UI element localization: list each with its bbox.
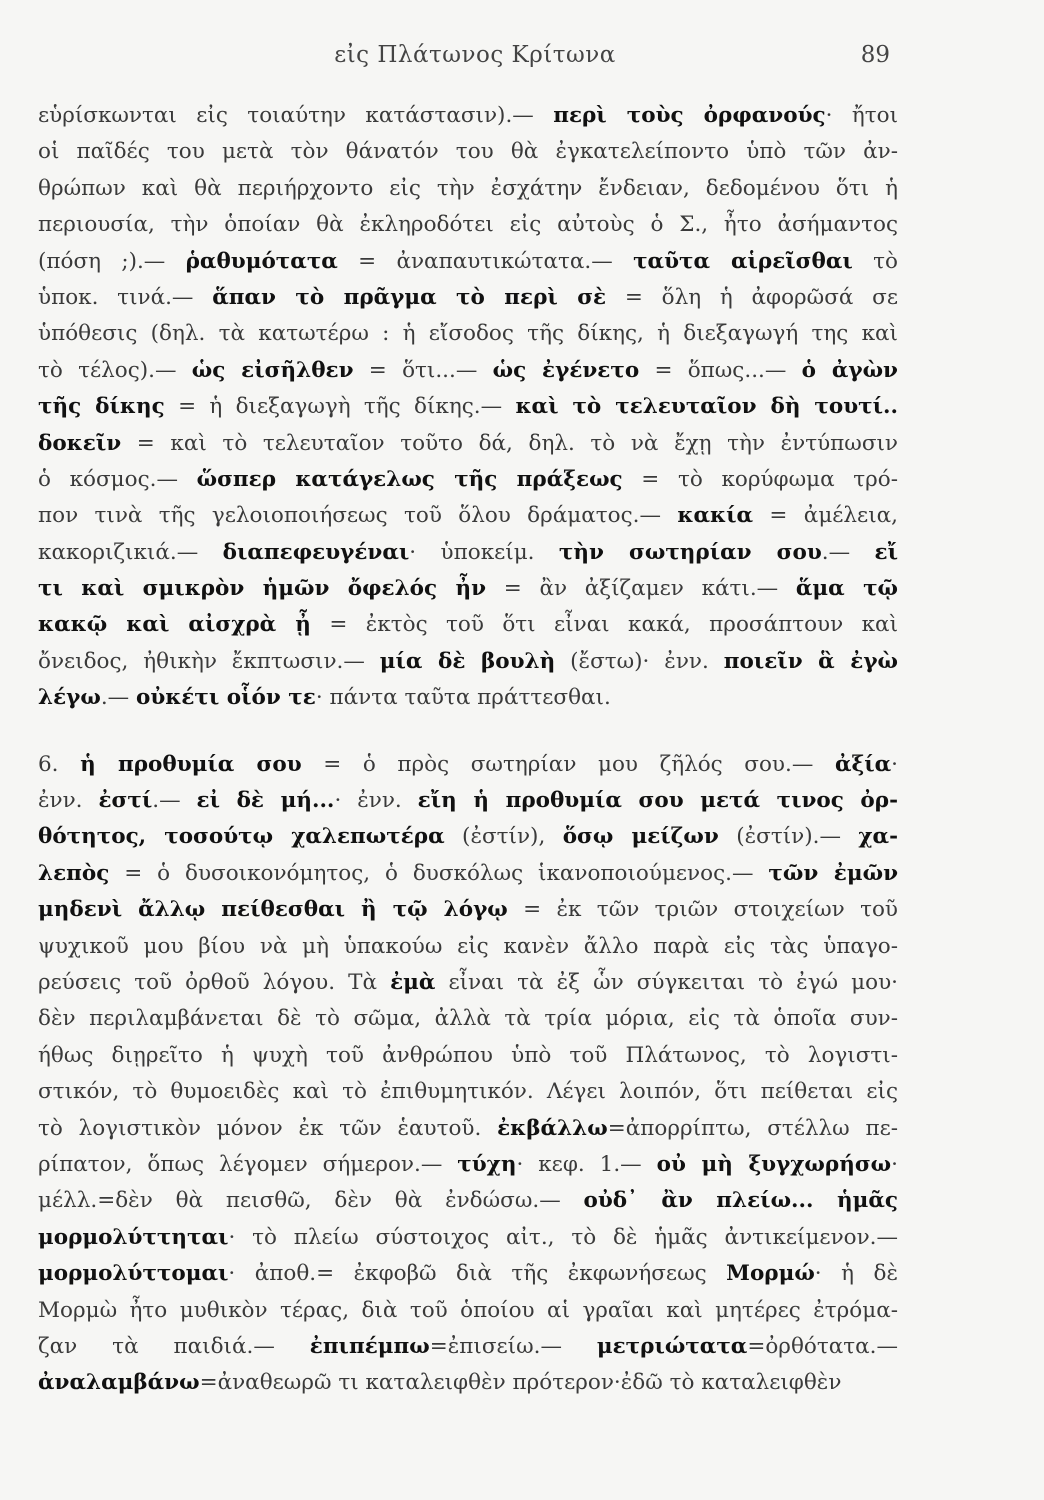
text-line (38, 892, 898, 928)
text-line (38, 98, 898, 134)
gloss-text: ρεύσεις τοῦ ὀρθοῦ λόγου. Τὰ (38, 969, 391, 995)
gloss-text: τὸ λογιστικὸν μόνον ἐκ τῶν ἑαυτοῦ. (38, 1115, 498, 1141)
gloss-text: (ἐστίν).— (718, 824, 859, 850)
gloss-text: τὸ (852, 248, 898, 274)
gloss-text: (ἔστω)· ἐνν. (555, 648, 724, 674)
text-line (38, 1147, 898, 1183)
gloss-text: στικόν, τὸ θυμοειδὲς καὶ τὸ ἐπιθυμητικόν. Λέγει λοιπόν, ὅτι πείθεται εἰς (38, 1079, 898, 1105)
gloss-text: ζαν τὰ παιδιά.— (38, 1333, 310, 1359)
gloss-text: ὑποκ. τινά.— (38, 284, 213, 310)
text-line (38, 1111, 898, 1147)
gloss-text: =ἀπορρίπτω, στέλλω πε- (607, 1115, 898, 1141)
gloss-text: = ἡ διεξαγωγὴ τῆς δίκης.— (164, 394, 516, 420)
text-line (38, 783, 898, 819)
text-line (38, 1256, 898, 1292)
lemma-text: ὅσῳ μείζων (562, 824, 719, 850)
gloss-text: ρίπατον, ὅπως λέγομεν σήμερον.— (38, 1151, 458, 1177)
gloss-text: περιουσία, τὴν ὁποίαν θὰ ἐκληροδότει εἰς αὐτοὺς ὁ Σ., ἦτο ἀσήμαντος (38, 212, 898, 238)
lemma-text: ἅπαν τὸ πρᾶγμα τὸ περὶ σὲ (212, 284, 607, 310)
gloss-text: = ἀμέλεια, (753, 503, 898, 529)
gloss-text: ήθως διῃρεῖτο ἡ ψυχὴ τοῦ ἀνθρώπου ὑπὸ τοῦ Πλάτωνος, τὸ λογιστι- (38, 1042, 898, 1068)
gloss-text: ἐνν. (38, 788, 99, 814)
lemma-text: περὶ τοὺς ὀρφανούς (553, 103, 826, 128)
text-line (38, 389, 898, 425)
gloss-text: θρώπων καὶ θὰ περιήρχοντο εἰς τὴν ἐσχάτην ἔνδειαν, δεδομένου ὅτι ἡ (38, 175, 898, 201)
lemma-text: μία δὲ βουλὴ (379, 648, 556, 674)
text-line (38, 1074, 898, 1110)
gloss-text: = ἂν ἀξίζαμεν κάτι.— (486, 576, 796, 602)
lemma-text: ῥαθυμότατα (185, 248, 338, 274)
lemma-text: οὐ μὴ ξυγχωρήσω (656, 1151, 892, 1177)
gloss-text: = ἀναπαυτικώτατα.— (337, 248, 634, 274)
text-line (38, 571, 898, 607)
page-number: 89 (860, 42, 890, 68)
lemma-text: ὡς εἰσῆλθεν (191, 357, 354, 383)
lemma-text: ἡ προθυμία σου (80, 751, 302, 777)
lemma-text: καὶ τὸ τελευταῖον δὴ τουτί.. (515, 394, 898, 420)
gloss-text: = ὅπως...— (639, 357, 802, 383)
lemma-text: θότητος, τοσούτῳ χαλεπωτέρα (38, 824, 445, 850)
lemma-text: τῶν ἐμῶν (768, 860, 898, 886)
lemma-text: κακῷ καὶ αἰσχρὰ ᾖ (38, 612, 311, 638)
gloss-text: · ἡ δὲ (814, 1261, 898, 1287)
lemma-text: τῆς δίκης (38, 394, 165, 420)
lemma-text: τύχη (457, 1151, 517, 1177)
lemma-text: οὐδ᾿ ἂν πλείω... ἡμᾶς (583, 1188, 898, 1214)
lemma-text: μετριώτατα (596, 1333, 748, 1359)
lemma-text: ἀξία (834, 751, 892, 777)
gloss-text: εἶναι τὰ ἐξ ὧν σύγκειται τὸ ἐγώ μου· (435, 969, 898, 995)
gloss-text: · (891, 751, 898, 777)
gloss-text: οἱ παῖδές του μετὰ τὸν θάνατόν του θὰ ἐγκατελείποντο ὑπὸ τῶν ἀν- (38, 139, 898, 165)
page-header (0, 42, 1044, 76)
gloss-text: =ἀναθεωρῶ τι καταλειφθὲν πρότερον·ἐδῶ τὸ καταλειφθὲν (199, 1370, 842, 1396)
gloss-text: = ὅλη ἡ ἀφορῶσά σε (606, 284, 898, 310)
lemma-text: ποιεῖν ἃ ἐγὼ (723, 648, 898, 674)
gloss-text: μέλλ.=δὲν θὰ πεισθῶ, δὲν θὰ ἐνδώσω.— (38, 1188, 584, 1214)
text-line (38, 680, 898, 716)
gloss-text: = ἐκ τῶν τριῶν στοιχείων τοῦ (507, 897, 898, 923)
text-line (38, 244, 898, 280)
gloss-text: δὲν περιλαμβάνεται δὲ τὸ σῶμα, ἀλλὰ τὰ τρία μόρια, εἰς τὰ ὁποῖα συν- (38, 1006, 898, 1032)
gloss-text: · ὑποκείμ. (409, 539, 559, 565)
gloss-text: = ὁ πρὸς σωτηρίαν μου ζῆλός σου.— (301, 751, 835, 777)
text-line (38, 280, 898, 316)
gloss-text: =ἐπισείω.— (429, 1333, 597, 1359)
gloss-text: ψυχικοῦ μου βίου νὰ μὴ ὑπακούω εἰς κανὲν ἄλλο παρὰ εἰς τὰς ὑπαγο- (38, 933, 898, 959)
lemma-text: ἀναλαμβάνω (38, 1370, 200, 1396)
lemma-text: ὡς ἐγένετο (492, 357, 640, 383)
lemma-text: οὐκέτι οἷόν τε (135, 685, 316, 711)
text-line (38, 462, 898, 498)
text-line (38, 607, 898, 643)
text-line (38, 171, 898, 207)
lemma-text: μηδενὶ ἄλλῳ πείθεσθαι ἢ τῷ λόγῳ (38, 897, 508, 923)
lemma-text: τι καὶ σμικρὸν ἡμῶν ὄφελός ἦν (38, 576, 487, 602)
commentary-text (38, 98, 898, 1402)
gloss-text: .— (821, 539, 875, 565)
gloss-text: .— (100, 685, 136, 711)
gloss-text: · τὸ πλείω σύστοιχος αἰτ., τὸ δὲ ἡμᾶς ἀντικείμενον.— (228, 1224, 898, 1250)
gloss-text: κακοριζικιά.— (38, 539, 223, 565)
gloss-text: Μορμὼ ἦτο μυθικὸν τέρας, διὰ τοῦ ὁποίου αἱ γραῖαι καὶ μητέρες ἐτρόμα- (38, 1297, 898, 1323)
gloss-text: 6. (38, 751, 81, 777)
lemma-text: Μορμώ (726, 1261, 815, 1287)
running-title: εἰς Πλάτωνος Κρίτωνα (334, 42, 616, 68)
gloss-text: = ἐκτὸς τοῦ ὅτι εἶναι κακά, προσάπτουν καὶ (310, 612, 898, 638)
lemma-text: ταῦτα αἱρεῖσθαι (633, 248, 853, 274)
text-line (38, 1038, 898, 1074)
gloss-text: · ἀποθ.= ἐκφοβῶ διὰ τῆς ἐκφωνήσεως (228, 1261, 727, 1287)
gloss-text: · ἤτοι (825, 103, 898, 128)
lemma-text: εἴη ἡ προθυμία σου μετά τινος ὀρ- (417, 788, 898, 814)
lemma-text: χα- (858, 824, 898, 850)
lemma-text: δοκεῖν (38, 430, 122, 456)
gloss-text: (ἐστίν), (444, 824, 563, 850)
text-line (38, 856, 898, 892)
gloss-text: =ὀρθότατα.— (747, 1333, 898, 1359)
text-line (38, 207, 898, 243)
lemma-text: ὥσπερ κατάγελως τῆς πράξεως (196, 466, 623, 492)
text-line (38, 134, 898, 170)
lemma-text: ἐστί (98, 788, 153, 814)
text-line (38, 929, 898, 965)
lemma-text: κακία (677, 503, 754, 529)
gloss-text: ὑπόθεσις (δηλ. τὰ κατωτέρω : ἡ εἴσοδος τῆς δίκης, ἡ διεξαγωγή της καὶ (38, 321, 898, 347)
gloss-text: = ὅτι...— (353, 357, 493, 383)
text-line (38, 819, 898, 855)
text-line (38, 1293, 898, 1329)
gloss-text: ὄνειδος, ἠθικὴν ἔκπτωσιν.— (38, 648, 380, 674)
lemma-text: μορμολύττομαι (38, 1261, 229, 1287)
text-line (38, 535, 898, 571)
lemma-text: λεπὸς (38, 860, 110, 886)
lemma-text: λέγω (38, 685, 101, 711)
text-line (38, 1220, 898, 1256)
lemma-text: διαπεφευγέναι (222, 539, 410, 565)
lemma-text: ἐμὰ (390, 969, 436, 995)
lemma-text: εἴ (874, 539, 898, 565)
lemma-text: ὁ ἀγὼν (801, 357, 898, 383)
gloss-text: πον τινὰ τῆς γελοιοποιήσεως τοῦ ὅλου δράματος.— (38, 503, 678, 529)
text-line (38, 644, 898, 680)
gloss-text: = καὶ τὸ τελευταῖον τοῦτο δά, δηλ. τὸ νὰ ἔχῃ τὴν ἐντύπωσιν (121, 430, 898, 456)
gloss-text: τὸ τέλος).— (38, 357, 192, 383)
gloss-text: · (891, 1151, 898, 1177)
lemma-text: ἐκβάλλω (497, 1115, 608, 1141)
lemma-text: μορμολύττηται (38, 1224, 229, 1250)
text-line (38, 747, 898, 783)
lemma-text: εἰ δὲ μή... (196, 788, 335, 814)
gloss-text: · ἐνν. (334, 788, 418, 814)
text-line (38, 498, 898, 534)
gloss-text: · κεφ. 1.— (516, 1151, 657, 1177)
gloss-text: = ὁ δυσοικονόμητος, ὁ δυσκόλως ἱκανοποιούμενος.— (109, 860, 769, 886)
gloss-text: (πόση ;).— (38, 248, 186, 274)
lemma-text: ἐπιπέμπω (309, 1333, 430, 1359)
gloss-text: · πάντα ταῦτα πράττεσθαι. (315, 685, 611, 711)
text-line (38, 965, 898, 1001)
text-line (38, 1365, 898, 1401)
gloss-text: εὑρίσκωνται εἰς τοιαύτην κατάστασιν).— (38, 103, 554, 128)
gloss-text: = τὸ κορύφωμα τρό- (622, 466, 898, 492)
lemma-text: τὴν σωτηρίαν σου (558, 539, 822, 565)
text-line (38, 316, 898, 352)
gloss-text: .— (152, 788, 197, 814)
text-line (38, 1001, 898, 1037)
gloss-text: ὁ κόσμος.— (38, 466, 197, 492)
text-line (38, 1329, 898, 1365)
text-line (38, 1183, 898, 1219)
lemma-text: ἅμα τῷ (795, 576, 898, 602)
text-line (38, 353, 898, 389)
text-line (38, 426, 898, 462)
